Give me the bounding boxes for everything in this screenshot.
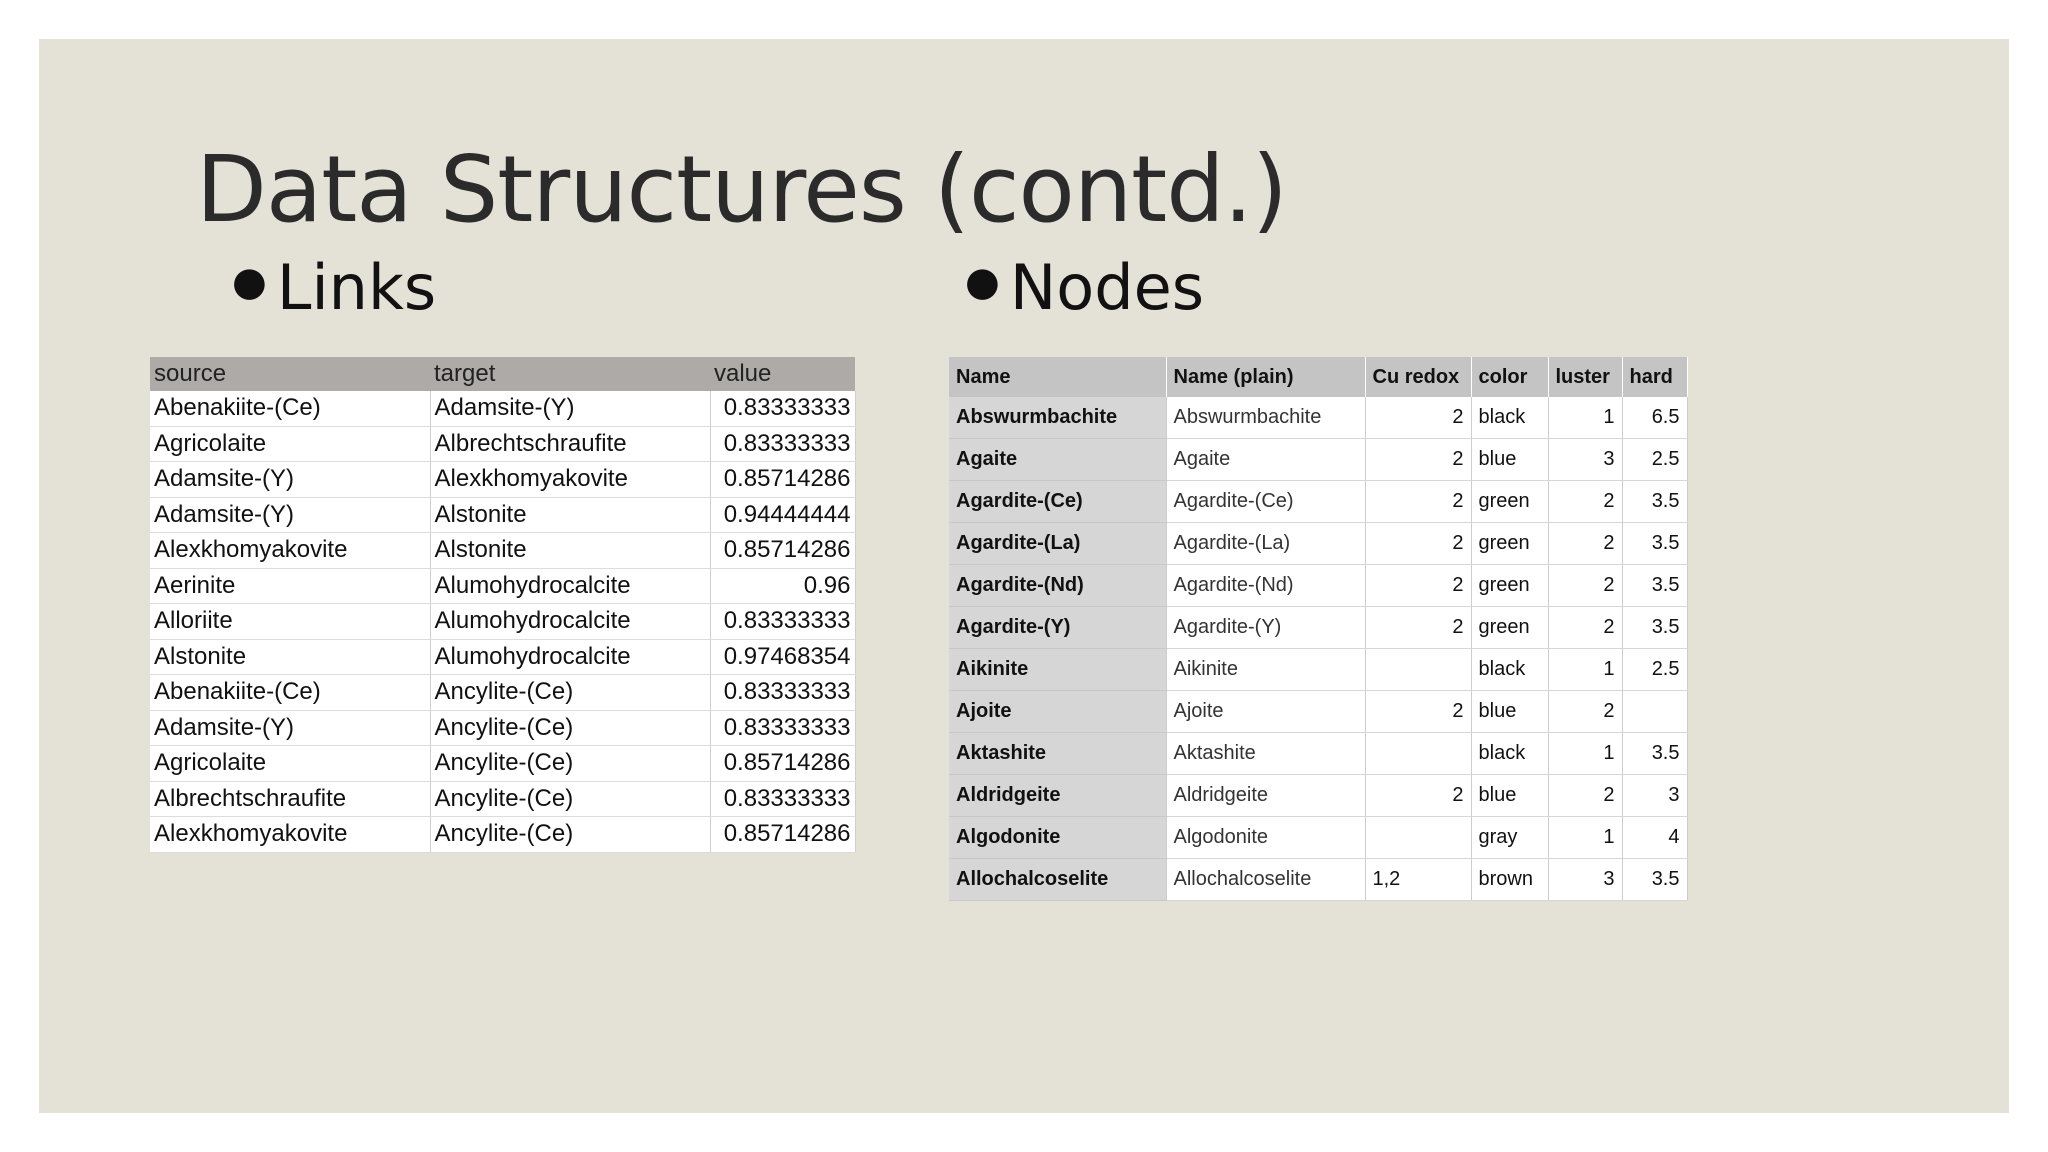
nodes-cell-name-plain: Ajoite — [1166, 691, 1365, 733]
links-cell-source: Alloriite — [150, 604, 430, 640]
nodes-cell-hard: 3.5 — [1622, 607, 1687, 649]
links-cell-value: 0.85714286 — [710, 817, 855, 853]
links-cell-target: Alumohydrocalcite — [430, 604, 710, 640]
nodes-header-hard: hard — [1622, 357, 1687, 397]
nodes-cell-luster: 2 — [1548, 565, 1622, 607]
nodes-cell-color: green — [1471, 523, 1548, 565]
nodes-cell-hard: 3.5 — [1622, 565, 1687, 607]
nodes-table-row — [949, 607, 1687, 649]
links-cell-target: Alstonite — [430, 497, 710, 533]
bullet-nodes-label: Nodes — [1009, 251, 1205, 324]
nodes-table-row — [949, 649, 1687, 691]
links-cell-target: Ancylite-(Ce) — [430, 817, 710, 853]
links-cell-target: Alstonite — [430, 533, 710, 569]
nodes-cell-luster: 2 — [1548, 607, 1622, 649]
nodes-cell-name: Abswurmbachite — [949, 397, 1166, 439]
nodes-cell-name-plain: Allochalcoselite — [1166, 859, 1365, 901]
links-cell-source: Abenakiite-(Ce) — [150, 675, 430, 711]
nodes-cell-name: Agaite — [949, 439, 1166, 481]
links-cell-source: Adamsite-(Y) — [150, 710, 430, 746]
nodes-table-row — [949, 859, 1687, 901]
links-table-row — [150, 426, 855, 462]
nodes-cell-luster: 1 — [1548, 817, 1622, 859]
nodes-table-row — [949, 775, 1687, 817]
links-cell-source: Agricolaite — [150, 746, 430, 782]
nodes-cell-name: Allochalcoselite — [949, 859, 1166, 901]
links-cell-value: 0.83333333 — [710, 604, 855, 640]
nodes-cell-color: blue — [1471, 775, 1548, 817]
nodes-cell-name: Agardite-(La) — [949, 523, 1166, 565]
links-cell-value: 0.97468354 — [710, 639, 855, 675]
nodes-table — [949, 357, 1688, 901]
links-cell-source: Abenakiite-(Ce) — [150, 391, 430, 426]
links-table-row — [150, 817, 855, 853]
links-cell-target: Alexkhomyakovite — [430, 462, 710, 498]
nodes-cell-cu-redox: 2 — [1365, 691, 1471, 733]
nodes-cell-color: green — [1471, 565, 1548, 607]
nodes-cell-color: gray — [1471, 817, 1548, 859]
links-header-row — [150, 357, 855, 391]
nodes-cell-name-plain: Agardite-(Y) — [1166, 607, 1365, 649]
bullet-dot-icon: ● — [965, 259, 1000, 305]
nodes-table-row — [949, 733, 1687, 775]
nodes-cell-cu-redox — [1365, 733, 1471, 775]
nodes-table-row — [949, 439, 1687, 481]
nodes-table-row — [949, 523, 1687, 565]
links-cell-source: Alexkhomyakovite — [150, 817, 430, 853]
nodes-cell-name-plain: Aldridgeite — [1166, 775, 1365, 817]
nodes-cell-name-plain: Agardite-(Nd) — [1166, 565, 1365, 607]
nodes-cell-cu-redox: 2 — [1365, 439, 1471, 481]
nodes-cell-cu-redox — [1365, 817, 1471, 859]
nodes-cell-name-plain: Agardite-(La) — [1166, 523, 1365, 565]
nodes-cell-name-plain: Agaite — [1166, 439, 1365, 481]
links-cell-target: Ancylite-(Ce) — [430, 746, 710, 782]
nodes-cell-name: Agardite-(Ce) — [949, 481, 1166, 523]
links-cell-value: 0.85714286 — [710, 533, 855, 569]
nodes-cell-name-plain: Aikinite — [1166, 649, 1365, 691]
nodes-cell-cu-redox: 2 — [1365, 565, 1471, 607]
nodes-cell-luster: 1 — [1548, 649, 1622, 691]
nodes-cell-hard: 4 — [1622, 817, 1687, 859]
links-table-row — [150, 391, 855, 426]
links-table-row — [150, 568, 855, 604]
links-table — [150, 357, 856, 853]
nodes-cell-color: green — [1471, 481, 1548, 523]
nodes-table-row — [949, 397, 1687, 439]
links-cell-source: Albrechtschraufite — [150, 781, 430, 817]
bullet-dot-icon: ● — [232, 259, 267, 305]
nodes-cell-color: green — [1471, 607, 1548, 649]
nodes-table-body — [949, 397, 1687, 901]
links-cell-value: 0.83333333 — [710, 426, 855, 462]
nodes-table-row — [949, 565, 1687, 607]
nodes-cell-hard: 2.5 — [1622, 439, 1687, 481]
nodes-cell-hard: 3.5 — [1622, 733, 1687, 775]
links-cell-target: Alumohydrocalcite — [430, 639, 710, 675]
nodes-cell-luster: 1 — [1548, 733, 1622, 775]
links-table-row — [150, 781, 855, 817]
links-cell-source: Alstonite — [150, 639, 430, 675]
nodes-cell-color: blue — [1471, 439, 1548, 481]
nodes-cell-color: black — [1471, 649, 1548, 691]
links-header-target: target — [430, 357, 710, 391]
nodes-cell-cu-redox: 2 — [1365, 523, 1471, 565]
nodes-cell-name: Aldridgeite — [949, 775, 1166, 817]
nodes-cell-luster: 2 — [1548, 481, 1622, 523]
links-cell-target: Ancylite-(Ce) — [430, 710, 710, 746]
nodes-cell-name-plain: Algodonite — [1166, 817, 1365, 859]
links-cell-value: 0.96 — [710, 568, 855, 604]
links-cell-value: 0.83333333 — [710, 675, 855, 711]
nodes-cell-name: Agardite-(Y) — [949, 607, 1166, 649]
nodes-cell-name: Aktashite — [949, 733, 1166, 775]
nodes-header-luster: luster — [1548, 357, 1622, 397]
nodes-cell-hard: 3.5 — [1622, 523, 1687, 565]
nodes-cell-cu-redox: 2 — [1365, 775, 1471, 817]
links-table-row — [150, 710, 855, 746]
links-cell-value: 0.85714286 — [710, 746, 855, 782]
nodes-cell-luster: 2 — [1548, 523, 1622, 565]
nodes-cell-name: Agardite-(Nd) — [949, 565, 1166, 607]
links-table-row — [150, 675, 855, 711]
nodes-cell-color: brown — [1471, 859, 1548, 901]
nodes-cell-cu-redox: 2 — [1365, 607, 1471, 649]
links-table-row — [150, 462, 855, 498]
nodes-cell-hard: 6.5 — [1622, 397, 1687, 439]
bullet-links — [232, 251, 436, 325]
links-cell-value: 0.83333333 — [710, 391, 855, 426]
nodes-header-name-plain: Name (plain) — [1166, 357, 1365, 397]
bullet-nodes — [965, 251, 1204, 325]
nodes-cell-name: Ajoite — [949, 691, 1166, 733]
nodes-cell-luster: 3 — [1548, 439, 1622, 481]
links-table-row — [150, 639, 855, 675]
bullet-links-label: Links — [276, 251, 437, 324]
nodes-header-row — [949, 357, 1687, 397]
nodes-cell-cu-redox: 2 — [1365, 397, 1471, 439]
links-cell-value: 0.83333333 — [710, 781, 855, 817]
links-header-value: value — [710, 357, 855, 391]
links-cell-target: Ancylite-(Ce) — [430, 781, 710, 817]
links-cell-source: Adamsite-(Y) — [150, 497, 430, 533]
nodes-cell-luster: 3 — [1548, 859, 1622, 901]
nodes-cell-color: black — [1471, 733, 1548, 775]
nodes-cell-name: Algodonite — [949, 817, 1166, 859]
nodes-cell-luster: 1 — [1548, 397, 1622, 439]
nodes-header-cu-redox: Cu redox — [1365, 357, 1471, 397]
links-cell-value: 0.83333333 — [710, 710, 855, 746]
links-cell-source: Agricolaite — [150, 426, 430, 462]
nodes-cell-hard: 3.5 — [1622, 859, 1687, 901]
nodes-cell-luster: 2 — [1548, 775, 1622, 817]
links-table-row — [150, 497, 855, 533]
links-cell-value: 0.85714286 — [710, 462, 855, 498]
nodes-cell-name-plain: Agardite-(Ce) — [1166, 481, 1365, 523]
links-table-row — [150, 533, 855, 569]
nodes-cell-hard: 3 — [1622, 775, 1687, 817]
nodes-cell-cu-redox: 1,2 — [1365, 859, 1471, 901]
nodes-cell-name-plain: Abswurmbachite — [1166, 397, 1365, 439]
nodes-header-name: Name — [949, 357, 1166, 397]
nodes-table-row — [949, 691, 1687, 733]
links-cell-target: Adamsite-(Y) — [430, 391, 710, 426]
nodes-cell-color: black — [1471, 397, 1548, 439]
nodes-cell-hard: 2.5 — [1622, 649, 1687, 691]
nodes-cell-name: Aikinite — [949, 649, 1166, 691]
nodes-cell-hard: 3.5 — [1622, 481, 1687, 523]
links-cell-target: Albrechtschraufite — [430, 426, 710, 462]
links-cell-value: 0.94444444 — [710, 497, 855, 533]
nodes-cell-cu-redox: 2 — [1365, 481, 1471, 523]
links-cell-target: Alumohydrocalcite — [430, 568, 710, 604]
links-header-source: source — [150, 357, 430, 391]
links-table-row — [150, 604, 855, 640]
nodes-cell-color: blue — [1471, 691, 1548, 733]
nodes-cell-cu-redox — [1365, 649, 1471, 691]
links-cell-source: Alexkhomyakovite — [150, 533, 430, 569]
links-table-body — [150, 391, 855, 852]
nodes-cell-name-plain: Aktashite — [1166, 733, 1365, 775]
links-table-row — [150, 746, 855, 782]
links-cell-source: Aerinite — [150, 568, 430, 604]
nodes-table-row — [949, 481, 1687, 523]
nodes-table-row — [949, 817, 1687, 859]
links-cell-source: Adamsite-(Y) — [150, 462, 430, 498]
nodes-cell-luster: 2 — [1548, 691, 1622, 733]
links-cell-target: Ancylite-(Ce) — [430, 675, 710, 711]
nodes-header-color: color — [1471, 357, 1548, 397]
nodes-cell-hard — [1622, 691, 1687, 733]
slide-title: Data Structures (contd.) — [196, 136, 1287, 243]
